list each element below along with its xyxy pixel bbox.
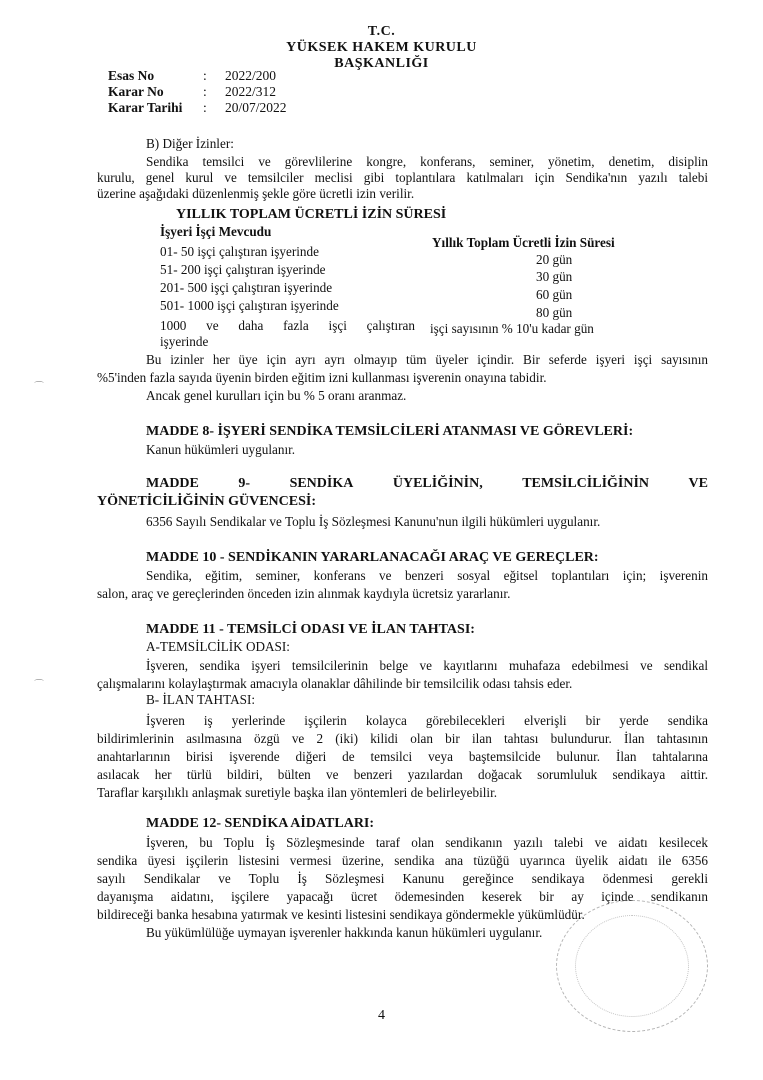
- article-8-title: MADDE 8- İŞYERİ SENDİKA TEMSİLCİLERİ ATANMASI VE GÖREVLERİ:: [146, 424, 634, 439]
- paragraph-line: Sendika, eğitim, seminer, konferans ve benzeri sosyal eğitsel toplantıları için; işverenin: [146, 568, 708, 583]
- meta-esas: [108, 68, 276, 84]
- table-cell: işçi sayısının % 10'u kadar gün: [430, 321, 594, 336]
- article-11-sub-b: B- İLAN TAHTASI:: [146, 692, 255, 707]
- paragraph-line: Sendika temsilci ve görevlilerine kongre, konferans, seminer, yönetim, denetim, disiplin: [146, 154, 708, 169]
- paragraph-line: İşveren iş yerlerinde işçilerin kolayca görebilecekleri elverişli bir yerde sendika: [146, 713, 708, 728]
- meta-key: Karar No: [108, 84, 164, 99]
- paragraph-line: asılacak her türlü bildiri, bülten ve benzeri yazılardan doğacak sorumluluk sendikaya aittir.: [97, 767, 708, 782]
- table-cell: 30 gün: [536, 269, 573, 284]
- other-leave-title: B) Diğer İzinler:: [146, 136, 234, 151]
- paragraph-line: dayanışma aidatını, işçilere yapacağı ücret ödemesinden keserek bir ay içinde sendikanın: [97, 889, 708, 904]
- title-word: ÜYELİĞİNİN,: [392, 476, 483, 491]
- official-stamp-inner: [575, 915, 689, 1017]
- meta-key: Esas No: [108, 68, 155, 83]
- paragraph-line: Bu izinler her üye için ayrı ayrı olmayıp tüm üyeler içindir. Bir seferde işyeri işçi sayısının: [146, 352, 708, 367]
- table-col-header: İşyeri İşçi Mevcudu: [160, 224, 272, 239]
- paragraph-line: İşveren, bu Toplu İş Sözleşmesinde taraf olan sendikanın yazılı talebi ve aidatı kesilecek: [146, 835, 708, 850]
- title-word: VE: [688, 476, 708, 491]
- article-12-title: MADDE 12- SENDİKA AİDATLARI:: [146, 816, 375, 831]
- article-11-sub-a: A-TEMSİLCİLİK ODASI:: [146, 639, 290, 654]
- meta-sep: :: [203, 68, 207, 83]
- table-cell: 20 gün: [536, 252, 573, 267]
- page-number: 4: [378, 1008, 385, 1023]
- paragraph-line: çalışmalarını kolaylaştırmak amacıyla olanaklar dâhilinde bir temsilcilik odası tahsis eder.: [97, 676, 573, 691]
- paragraph-line: Ancak genel kurulları için bu % 5 oranı aranmaz.: [146, 388, 407, 403]
- table-cell: 60 gün: [536, 287, 573, 302]
- margin-mark: ⌒: [34, 680, 44, 691]
- article-11-title: MADDE 11 - TEMSİLCİ ODASI VE İLAN TAHTASI:: [146, 622, 475, 637]
- paragraph-line: bildireceği banka hesabına yatırmak ve kesinti listesini sendikaya göndermekle yükümlüdür.: [97, 907, 585, 922]
- title-word: MADDE: [146, 476, 199, 491]
- meta-sep: :: [203, 100, 207, 115]
- meta-karar: [108, 84, 276, 100]
- paragraph-line: üzerine aşağıdaki düzenlenmiş şekle göre ücretli izin verilir.: [97, 186, 415, 201]
- meta-value: 20/07/2022: [225, 100, 287, 115]
- table-cell: 80 gün: [536, 305, 573, 320]
- meta-tarih: [108, 100, 287, 116]
- paragraph-line: anahtarlarının birisi işverende diğeri de temsilci veya baştemsilcide bulunur. İlan tahtalarına: [97, 749, 708, 764]
- paragraph-line: Bu yükümlülüğe uymayan işverenler hakkında kanun hükümleri uygulanır.: [146, 925, 543, 940]
- title-word: 9-: [238, 476, 251, 491]
- table-cell: 201- 500 işçi çalıştıran işyerinde: [160, 280, 333, 295]
- paragraph-line: kurulu, genel kurul ve temsilciler meclisi gibi toplantılara katılmaları için Sendika'nın yazılı talebi: [97, 170, 708, 185]
- paragraph-line: sayılı Sendikalar ve Toplu İş Sözleşmesi Kanunu gereğince sendikaya ödenmesi gerekli: [97, 871, 708, 886]
- header-presidency: BAŞKANLIĞI: [334, 56, 429, 71]
- meta-sep: :: [203, 84, 207, 99]
- title-word: TEMSİLCİLİĞİNİN: [522, 476, 650, 491]
- table-col-header: Yıllık Toplam Ücretli İzin Süresi: [432, 235, 615, 250]
- title-word: SENDİKA: [289, 476, 354, 491]
- paragraph-line: salon, araç ve gereçlerinden önceden izin alınmak kaydıyla ücretsiz yararlanır.: [97, 586, 511, 601]
- paragraph-line: sendika üyesi işçilerin listesini vermesi üzerine, sendika ana tüzüğü uyarınca üyelik aidatı ile 6356: [97, 853, 708, 868]
- table-cell: işyerinde: [160, 334, 209, 349]
- table-cell: 1000 ve daha fazla işçi çalıştıran: [160, 318, 415, 333]
- article-10-title: MADDE 10 - SENDİKANIN YARARLANACAĞI ARAÇ VE GEREÇLER:: [146, 550, 599, 565]
- header-institution: YÜKSEK HAKEM KURULU: [286, 40, 477, 55]
- header-tc: T.C.: [367, 24, 396, 39]
- article-9-text: 6356 Sayılı Sendikalar ve Toplu İş Sözleşmesi Kanunu'nun ilgili hükümleri uygulanır.: [146, 514, 601, 529]
- table-cell: 501- 1000 işçi çalıştıran işyerinde: [160, 298, 339, 313]
- article-9-title-line2: YÖNETİCİLİĞİNİN GÜVENCESİ:: [97, 494, 316, 509]
- table-cell: 01- 50 işçi çalıştıran işyerinde: [160, 244, 319, 259]
- paragraph-line: İşveren, sendika işyeri temsilcilerinin belge ve kayıtlarını muhafaza edebilmesi ve sendikal: [146, 658, 708, 673]
- meta-value: 2022/200: [225, 68, 277, 83]
- paragraph-line: Taraflar karşılıklı anlaşmak suretiyle başka ilan yöntemleri de belirleyebilir.: [97, 785, 498, 800]
- table-title: YILLIK TOPLAM ÜCRETLİ İZİN SÜRESİ: [176, 207, 447, 222]
- paragraph-line: %5'inden fazla sayıda üyenin birden eğitim izni kullanması işverenin onayına tabidir.: [97, 370, 547, 385]
- meta-value: 2022/312: [225, 84, 277, 99]
- paragraph-line: bildirimlerinin asılmasına özgü ve 2 (iki) kilidi olan bir ilan tahtası bulundurur. İlan tahtasının: [97, 731, 708, 746]
- article-8-text: Kanun hükümleri uygulanır.: [146, 442, 296, 457]
- margin-mark: ⌒: [34, 382, 44, 393]
- meta-key: Karar Tarihi: [108, 100, 183, 115]
- article-9-title: [146, 476, 708, 492]
- table-cell: 51- 200 işçi çalıştıran işyerinde: [160, 262, 326, 277]
